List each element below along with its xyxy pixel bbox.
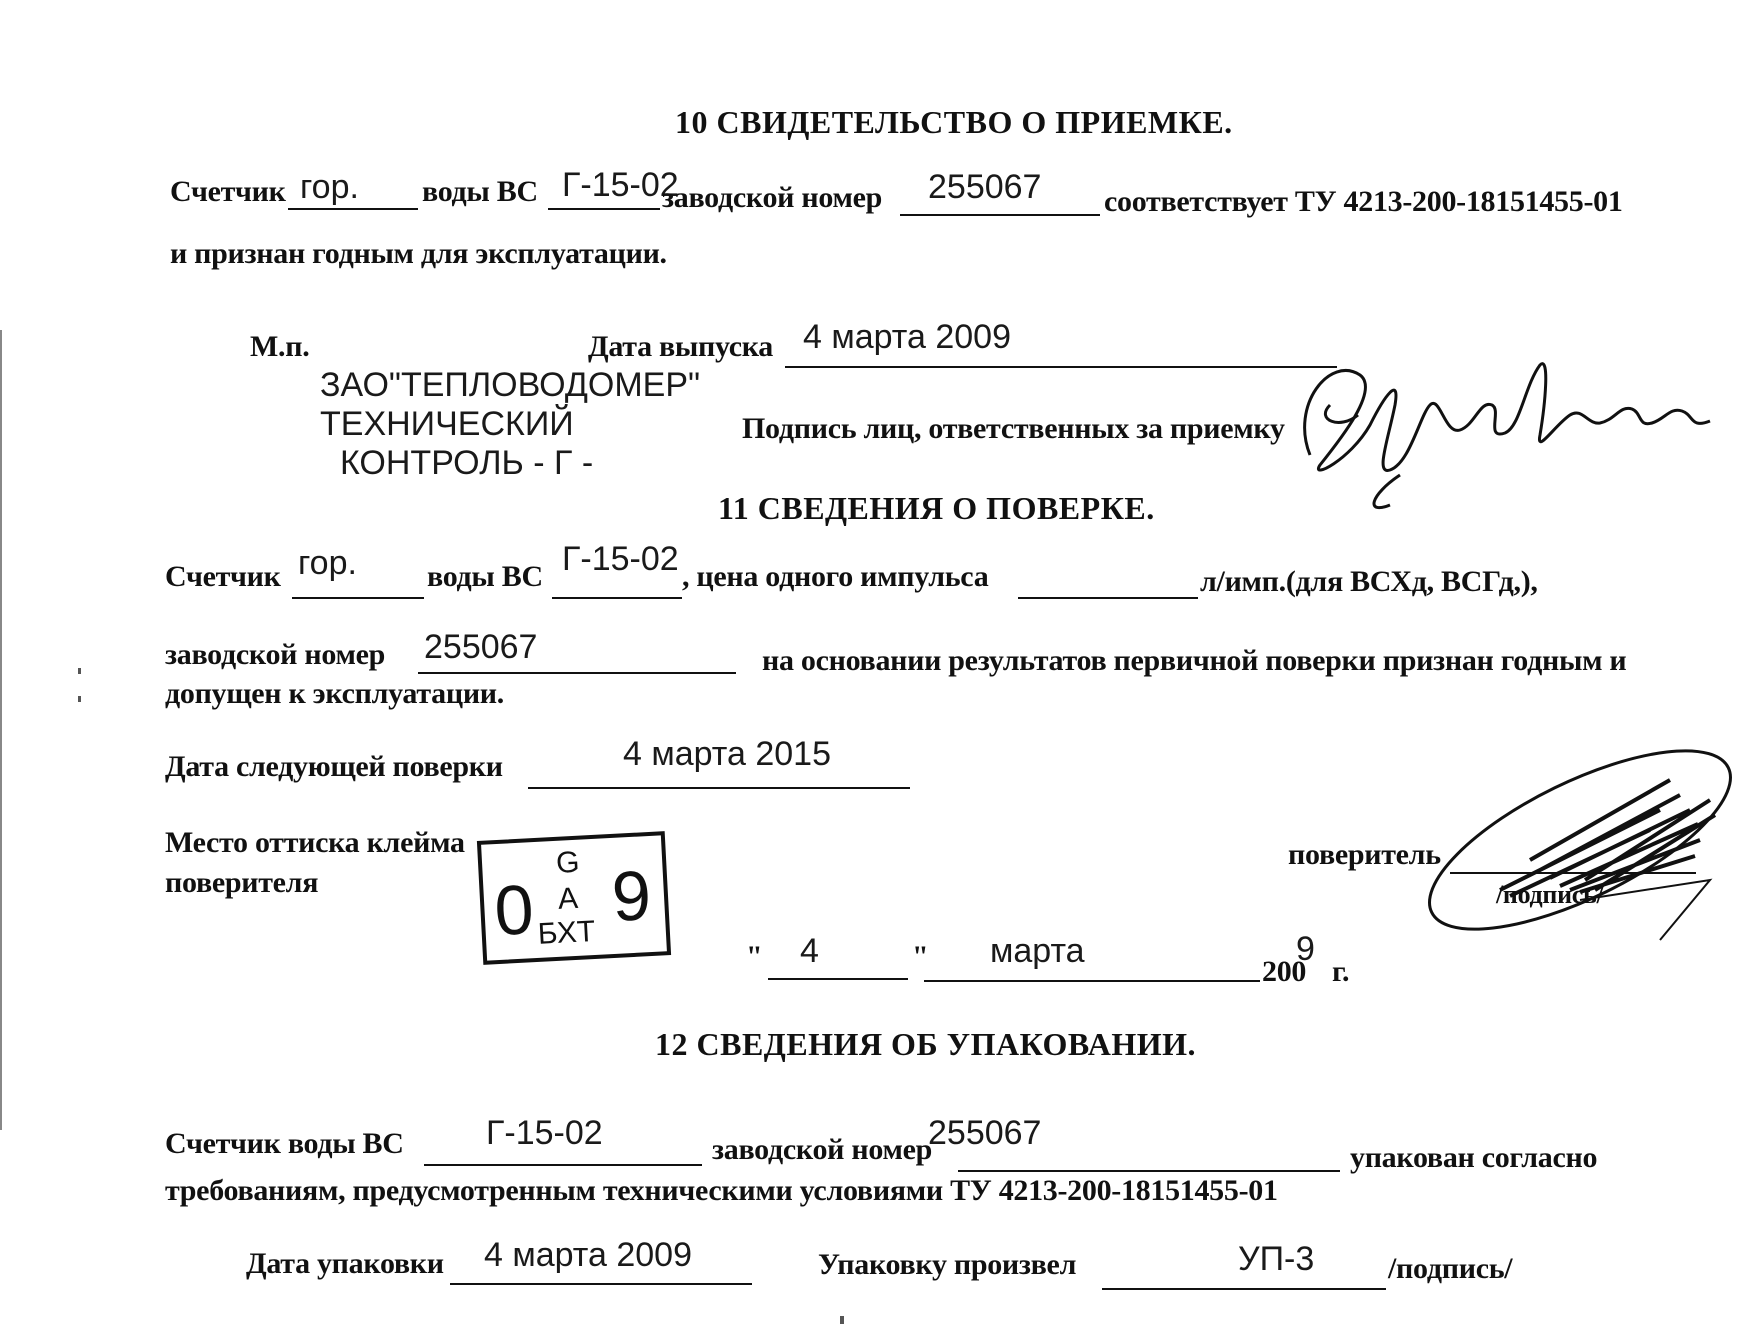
s11-brand-place-label-1: Место оттиска клейма	[165, 826, 465, 859]
date-quote-open: "	[746, 940, 763, 973]
s11-next-date: 4 марта 2015	[623, 735, 831, 773]
s10-meter-label: Счетчик	[170, 175, 286, 208]
stamp-line-3: КОНТРОЛЬ - Г -	[340, 444, 594, 482]
brand-top-letter: G	[555, 845, 581, 880]
s11-meter-label: Счетчик	[165, 560, 281, 593]
s10-signature-label: Подпись лиц, ответственных за приемку	[742, 412, 1285, 445]
s10-model-line	[548, 208, 660, 210]
s12-meter-label: Счетчик воды ВС	[165, 1127, 404, 1160]
s10-model: Г-15-02	[562, 166, 679, 204]
s11-next-date-line	[528, 787, 910, 789]
s12-packer-label: Упаковку произвел	[818, 1248, 1077, 1281]
s11-verifier-sign-label: /подпись/	[1496, 880, 1604, 909]
s12-serial: 255067	[928, 1114, 1042, 1152]
brand-bottom-code: БХТ	[536, 914, 597, 951]
s10-conformity-2: и признан годным для эксплуатации.	[170, 237, 667, 270]
s12-packer-line	[1102, 1288, 1386, 1290]
s10-serial: 255067	[928, 168, 1042, 206]
s12-pack-date-line	[450, 1283, 752, 1285]
scan-speck	[840, 1316, 844, 1324]
s10-issue-date-label: Дата выпуска	[588, 330, 773, 363]
s11-model-line	[552, 597, 682, 599]
s11-model: Г-15-02	[562, 540, 679, 578]
s12-pack-date-label: Дата упаковки	[246, 1247, 444, 1280]
s10-meter-type: гор.	[300, 168, 359, 206]
s10-conformity: соответствует ТУ 4213-200-18151455-01	[1104, 185, 1623, 218]
scan-speck	[78, 696, 81, 702]
s11-water-label: воды ВС	[427, 560, 543, 593]
s12-model: Г-15-02	[486, 1114, 603, 1152]
s10-serial-label: заводской номер	[662, 181, 883, 214]
s11-serial-line	[418, 672, 736, 674]
s11-month: марта	[990, 932, 1085, 970]
acceptance-signature	[1270, 345, 1730, 515]
section12-title: 12 СВЕДЕНИЯ ОБ УПАКОВАНИИ.	[655, 1026, 1196, 1062]
s11-year-suffix: 9	[1296, 930, 1315, 968]
s10-meter-type-line	[288, 208, 418, 210]
s10-mp-label: М.п.	[250, 330, 310, 363]
s10-issue-date-line	[785, 366, 1337, 368]
verifier-signature	[1410, 740, 1738, 950]
scan-speck	[78, 668, 81, 674]
stamp-line-1: ЗАО"ТЕПЛОВОДОМЕР"	[320, 366, 701, 404]
brand-left-digit: 0	[492, 870, 536, 951]
scan-edge-shadow	[0, 330, 2, 1130]
date-quote-close: "	[912, 940, 929, 973]
s11-day: 4	[800, 932, 819, 970]
s10-serial-line	[900, 214, 1100, 216]
verifier-brand-stamp	[477, 831, 671, 965]
s10-issue-date: 4 марта 2009	[803, 318, 1011, 356]
brand-mid-letter: A	[557, 881, 579, 916]
stamp-line-2: ТЕХНИЧЕСКИЙ	[320, 405, 574, 443]
s11-next-date-label: Дата следующей поверки	[165, 750, 503, 783]
day-line	[768, 978, 908, 980]
s11-verification-text-2: допущен к эксплуатации.	[165, 677, 504, 710]
s11-serial-label: заводской номер	[165, 638, 386, 671]
s11-meter-type-line	[292, 597, 424, 599]
s12-packer-sign-label: /подпись/	[1388, 1252, 1513, 1285]
brand-right-digit: 9	[609, 856, 653, 936]
s12-requirements: требованиям, предусмотренным техническими условиями ТУ 4213-200-18151455-01	[165, 1174, 1278, 1207]
s11-year-prefix: 200	[1262, 955, 1307, 988]
s11-verification-text: на основании результатов первичной поверки признан годным и	[762, 644, 1627, 677]
month-line	[924, 980, 1260, 982]
s12-packed-label: упакован согласно	[1350, 1141, 1598, 1174]
s11-pulse-line	[1018, 597, 1198, 599]
s12-packer: УП-3	[1238, 1240, 1315, 1278]
s12-serial-line	[958, 1170, 1340, 1172]
section10-title: 10 СВИДЕТЕЛЬСТВО О ПРИЕМКЕ.	[675, 104, 1233, 140]
s11-brand-place-label-2: поверителя	[165, 866, 319, 899]
s11-year-unit: г.	[1332, 955, 1350, 988]
s11-meter-type: гор.	[298, 544, 357, 582]
s11-pulse-label: , цена одного импульса	[682, 560, 989, 593]
s11-serial: 255067	[424, 628, 538, 666]
s10-water-label: воды ВС	[422, 175, 538, 208]
s11-pulse-unit: л/имп.(для ВСХд, ВСГд,),	[1200, 565, 1538, 598]
section11-title: 11 СВЕДЕНИЯ О ПОВЕРКЕ.	[718, 490, 1155, 526]
s12-model-line	[424, 1164, 702, 1166]
s11-verifier-label: поверитель	[1288, 838, 1441, 871]
s12-pack-date: 4 марта 2009	[484, 1236, 692, 1274]
s12-serial-label: заводской номер	[712, 1133, 933, 1166]
